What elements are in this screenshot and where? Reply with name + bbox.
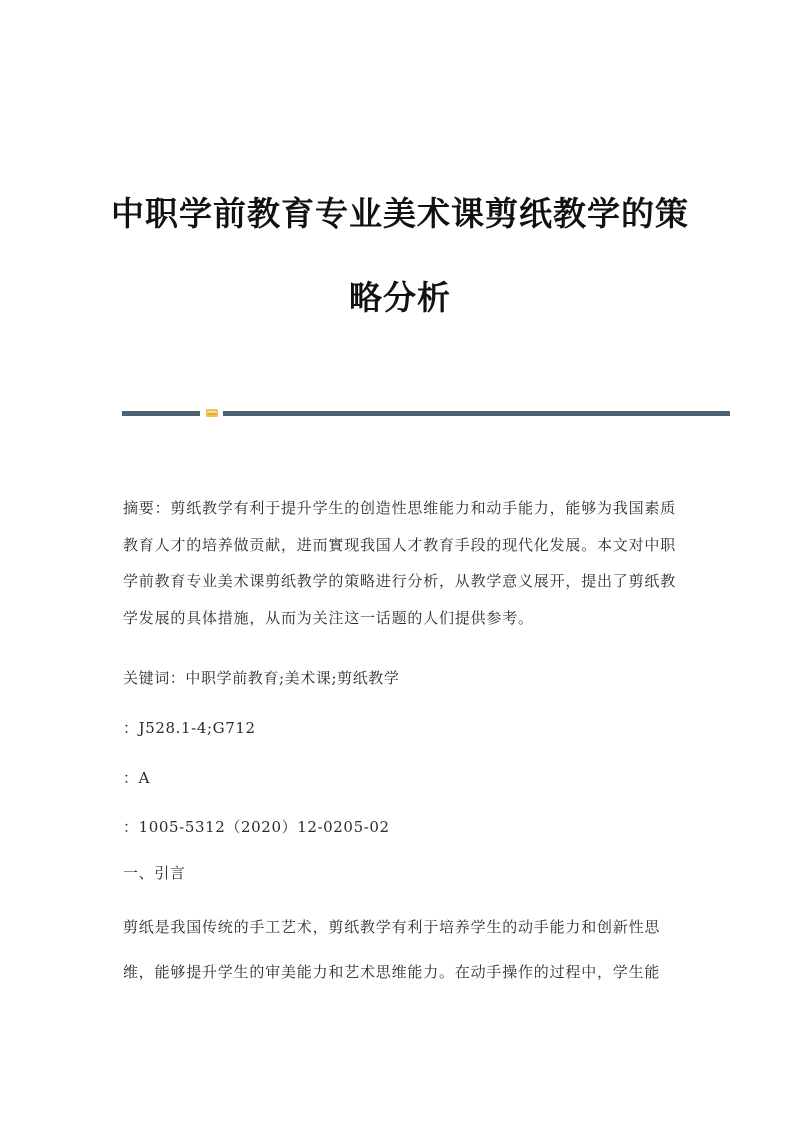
title-divider bbox=[122, 409, 730, 417]
keywords-line: 关键词：中职学前教育;美术课;剪纸教学 bbox=[123, 669, 400, 687]
document-title-line-1: 中职学前教育专业美术课剪纸教学的策 bbox=[111, 194, 689, 233]
section-heading: 一、引言 bbox=[123, 864, 186, 882]
document-title-line-2: 略分析 bbox=[349, 278, 451, 317]
folder-icon bbox=[206, 409, 218, 417]
abstract-paragraph: 摘要：剪纸教学有利于提升学生的创造性思维能力和动手能力，能够为我国素质教育人才的培养做贡献，进而實现我国人才教育手段的现代化发展。本文对中职学前教育专业美术课剪纸教学的策略进行分析，从教学意义展开，提出了剪纸教学发展的具体措施，从而为关注这一话题的人们提供参考。 bbox=[123, 499, 677, 627]
article-id: ：1005-5312（2020）12-0205-02 bbox=[123, 818, 390, 836]
document-code: ：A bbox=[123, 769, 151, 787]
divider-bar-left bbox=[122, 411, 200, 416]
classification-number: ：J528.1-4;G712 bbox=[123, 719, 256, 737]
divider-bar-right bbox=[223, 411, 730, 416]
body-paragraph: 剪纸是我国传统的手工艺术，剪纸教学有利于培养学生的动手能力和创新性思维，能够提升学生的审美能力和艺术思维能力。在动手操作的过程中，学生能 bbox=[123, 918, 661, 981]
